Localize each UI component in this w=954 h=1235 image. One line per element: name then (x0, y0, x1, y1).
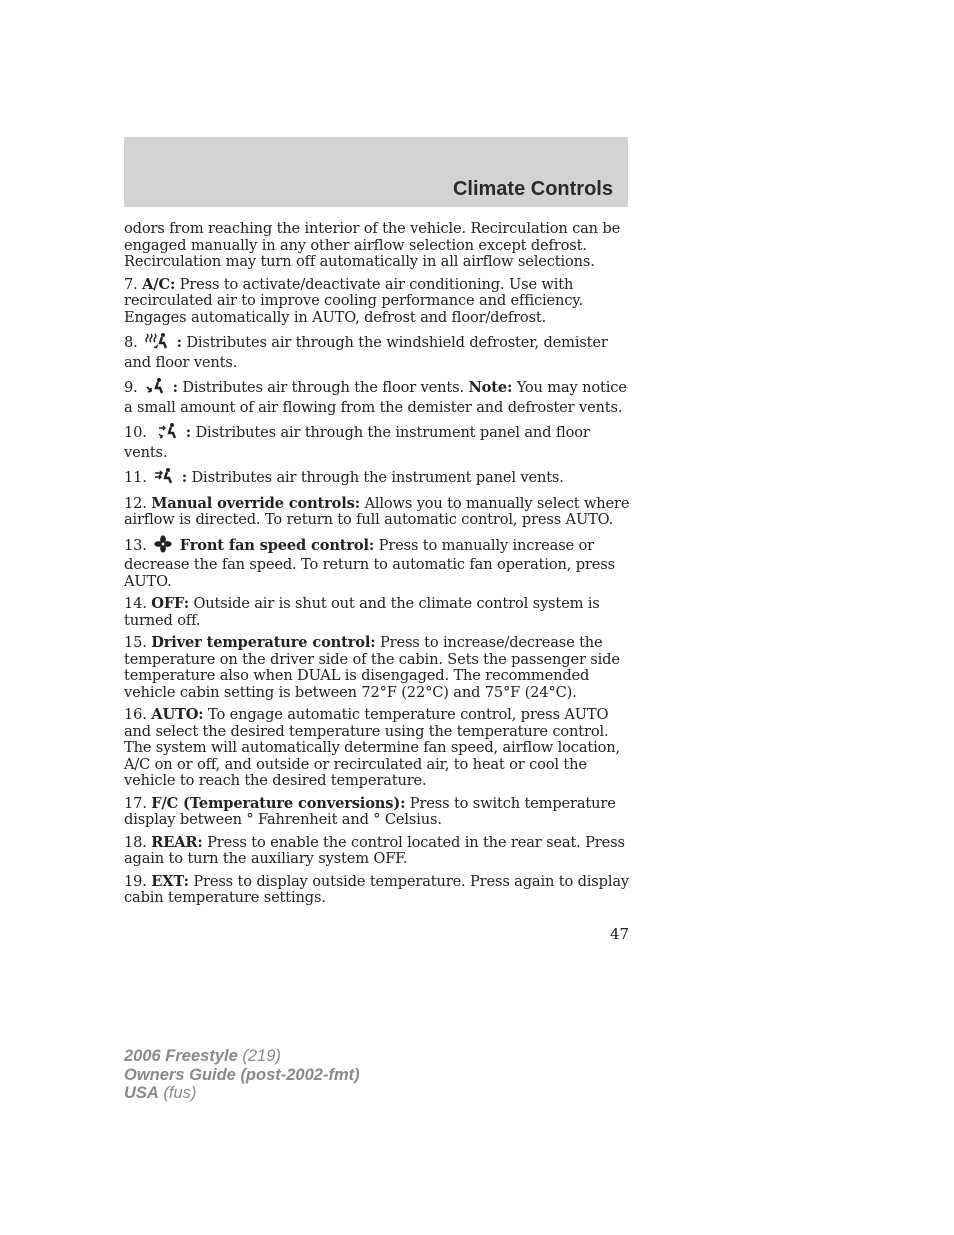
item-16 (124, 707, 630, 790)
item-term: Driver temperature control: (151, 634, 376, 651)
note-label: Note: (468, 379, 513, 396)
item-number: 7. (124, 275, 138, 293)
item-text: To engage automatic temperature control, press AUTO and select the desired temperature using the temperature control. The system will automatically determine fan speed, airflow location, A/C on or off, and outside or recirculated air, to heat or cool the vehicle to reach the desired temperature. (124, 706, 620, 789)
defrost-floor-icon (144, 332, 170, 355)
section-title: Climate Controls (452, 178, 613, 200)
item-text: Distributes air through the floor vents. (177, 379, 469, 396)
floor-icon (144, 377, 166, 400)
item-text: Press to enable the control located in the rear seat. Press again to turn the auxiliary system OFF. (124, 833, 625, 867)
item-text: Distributes air through the windshield defroster, demister and floor vents. (124, 334, 608, 371)
item-number: 18. (124, 833, 147, 851)
item-17 (124, 796, 630, 829)
item-term: Manual override controls: (151, 494, 360, 512)
item-text: Press to display outside temperature. Press again to display cabin temperature settings. (124, 872, 629, 906)
item-13 (124, 535, 630, 591)
footer-model: 2006 Freestyle (124, 1047, 238, 1065)
item-8 (124, 332, 630, 371)
item-text: Allows you to manually select where airflow is directed. To return to full automatic control, press AUTO. (124, 494, 630, 528)
item-7 (124, 277, 630, 327)
note-text: You may notice a small amount of air flowing from the demister and defroster vents. (124, 379, 627, 416)
item-10 (124, 422, 630, 461)
item-number: 15. (124, 634, 147, 651)
item-12 (124, 496, 630, 529)
item-text: Distributes air through the instrument panel and floor vents. (124, 424, 590, 461)
footer-market: USA (124, 1084, 159, 1102)
item-term: A/C: (142, 275, 176, 293)
item-text: Outside air is shut out and the climate control system is turned off. (124, 595, 600, 629)
footer-imprint (124, 1047, 360, 1103)
item-number: 19. (124, 872, 147, 890)
item-number: 17. (124, 794, 147, 812)
item-term: Front fan speed control: (179, 536, 375, 554)
footer-model-code: (219) (237, 1047, 281, 1065)
fan-icon (153, 535, 173, 558)
item-term: : (176, 334, 182, 351)
item-19 (124, 874, 630, 907)
item-9 (124, 377, 630, 416)
item-14 (124, 596, 630, 629)
panel-icon (153, 467, 175, 490)
footer-market-code: (fus) (158, 1084, 197, 1102)
footer-line-1 (124, 1047, 360, 1066)
body-text (124, 221, 630, 913)
item-number: 12. (124, 494, 147, 512)
footer-line-3 (124, 1084, 360, 1103)
item-term: F/C (Temperature conversions): (151, 794, 406, 812)
item-number: 14. (124, 595, 147, 612)
footer-line-2 (124, 1066, 360, 1085)
item-text: Press to activate/deactivate air conditioning. Use with recirculated air to improve cooling performance and efficiency. Engages automatically in AUTO, defrost and floor/defrost. (124, 275, 583, 326)
page-number: 47 (610, 925, 630, 943)
item-term: REAR: (151, 833, 203, 851)
item-term: AUTO: (151, 706, 204, 723)
item-term: : (181, 469, 188, 486)
item-number: 8. (124, 334, 138, 351)
item-number: 16. (124, 706, 147, 723)
item-number: 9. (124, 379, 138, 396)
item-number: 10. (124, 424, 147, 441)
item-term: EXT: (151, 872, 189, 890)
footer-guide: Owners Guide (post-2002-fmt) (124, 1065, 360, 1084)
item-text: Press to switch temperature display between ° Fahrenheit and ° Celsius. (124, 794, 616, 828)
item-number: 11. (124, 469, 147, 486)
item-number: 13. (124, 536, 147, 554)
item-11 (124, 467, 630, 490)
panel-floor-icon (153, 422, 179, 445)
item-15 (124, 635, 630, 701)
item-text: Distributes air through the instrument panel vents. (187, 469, 564, 486)
intro-paragraph: odors from reaching the interior of the vehicle. Recirculation can be engaged manually in any other airflow selection except defrost. Recirculation may turn off automatically in all airflow selections. (124, 220, 621, 270)
item-text: Press to manually increase or decrease the fan speed. To return to automatic fan operation, press AUTO. (124, 536, 615, 590)
item-text: Press to increase/decrease the temperature on the driver side of the cabin. Sets the passenger side temperature also when DUAL is disengaged. The recommended vehicle cabin setting is between 72°F (22°C) and 75°F (24°C). (124, 634, 620, 701)
section-header (124, 137, 628, 207)
item-term: : (185, 424, 192, 441)
item-term: : (172, 379, 178, 396)
item-18 (124, 835, 630, 868)
item-term: OFF: (151, 595, 189, 612)
